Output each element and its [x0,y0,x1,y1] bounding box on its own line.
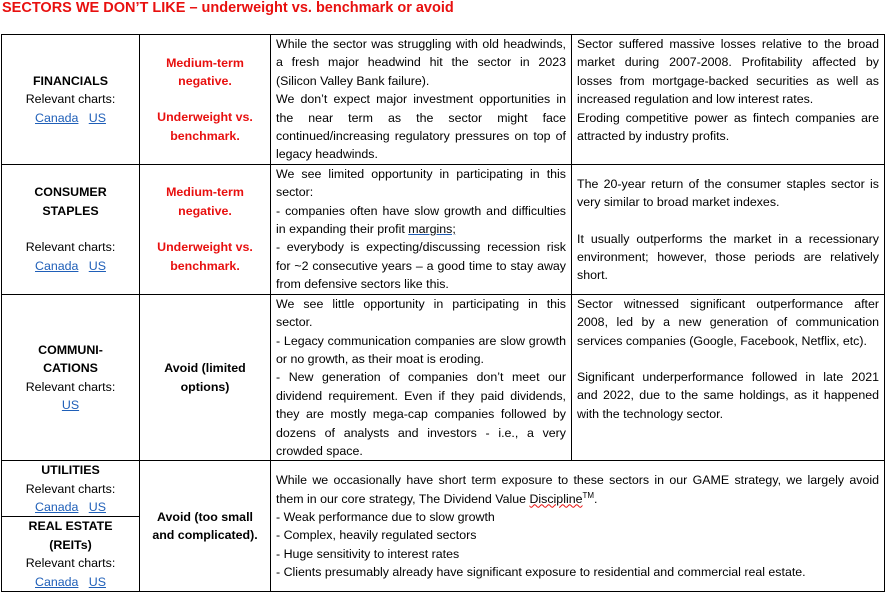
view-paragraph: We don’t expect major investment opportunities in the near term as the sector might face continued/increasing regulatory pressures on top of legacy headwinds. [276,92,566,162]
chart-link-us[interactable]: US [61,397,80,412]
chart-link-canada[interactable]: Canada [35,258,79,273]
chart-link-us[interactable]: US [88,500,106,515]
relevant-charts-label: Relevant charts: [25,481,116,496]
chart-link-us[interactable]: US [88,574,106,589]
sector-name: COMMUNI- [38,342,103,357]
view-cell-utilities-real-estate [271,461,885,592]
relevant-charts-label: Relevant charts: [25,240,116,255]
stance-cell-financials [140,35,271,165]
history-cell-consumer-staples [572,164,885,294]
relevant-charts-label: Relevant charts: [25,379,116,394]
sector-name: (REITs) [49,537,92,552]
sector-cell-utilities-real-estate [2,461,140,592]
page-title: SECTORS WE DON’T LIKE – underweight vs. benchmark or avoid [2,0,454,16]
history-paragraph: Eroding competitive power as fintech companies are attracted by industry profits. [577,110,879,144]
sectors-table [1,34,885,592]
view-bullet: - New generation of companies don’t meet our dividend requirement. Even if they paid dividends, they are mostly mega-cap companies followed by dozens of analysts and investors - i.e., a very crowded space. [276,370,566,458]
sector-cell-communications [2,294,140,461]
view-paragraph: While the sector was struggling with old headwinds, a fresh major headwind hit the sector in 2023 (Silicon Valley Bank failure). [276,37,566,88]
table-row-utilities-real-estate [2,461,885,592]
table-row-communications [2,294,885,461]
spellcheck-word: Discipline [529,491,583,506]
sector-name: UTILITIES [41,463,100,478]
view-bullet: - Complex, heavily regulated sectors [276,528,477,543]
view-cell-communications [271,294,572,461]
sector-name: FINANCIALS [32,73,109,88]
history-paragraph: Significant underperformance followed in late 2021 and 2022, due to the same holdings, as it happened with the technology sector. [577,369,879,421]
stance-cell-utilities-real-estate [140,461,271,592]
history-paragraph: Sector suffered massive losses relative to the broad market during 2007-2008. Profitability affected by losses from mortgage-backed securities as well as increased regulation and low interest rates. [577,37,879,107]
view-bullet: - everybody is expecting/discussing recession risk for ~2 consecutive years – a good time to stay away from defensive sectors like this. [276,240,566,292]
sector-cell-consumer-staples [2,164,140,294]
sector-name: CATIONS [43,361,98,376]
history-cell-financials [572,35,885,165]
view-bullet: - Weak performance due to slow growth [276,509,495,524]
relevant-charts-label: Relevant charts: [25,556,116,571]
stance-secondary: Underweight vs. benchmark. [157,110,253,143]
stance-primary: Medium-term negative. [166,185,244,218]
stance-cell-consumer-staples [140,164,271,294]
view-paragraph: While we occasionally have short term exposure to these sectors in our GAME strategy, we largely avoid them in our core strategy, The Dividend Value Discipline™. [276,473,879,506]
view-bullet: - Huge sensitivity to interest rates [276,546,460,561]
view-cell-consumer-staples [271,164,572,294]
stance-primary: Avoid (too small and complicated). [152,509,258,543]
chart-link-canada[interactable]: Canada [35,500,79,515]
history-paragraph: Sector witnessed significant outperformance after 2008, led by a new generation of communication services companies (Google, Facebook, Netflix, etc). [577,296,879,348]
chart-link-canada[interactable]: Canada [35,574,79,589]
view-bullet: - Clients presumably already have significant exposure to residential and commercial real estate. [276,565,806,580]
sector-cell-financials [2,35,140,165]
relevant-charts-label: Relevant charts: [25,92,116,107]
sector-name: CONSUMER [34,185,107,200]
history-cell-communications [572,294,885,461]
view-bullet: - Legacy communication companies are slow growth or no growth, as their moat is eroding. [276,333,566,366]
sector-name: STAPLES [42,203,99,218]
stance-primary: Medium-term negative. [166,55,244,89]
sector-divider [2,516,139,591]
trademark-mark: TM [582,490,595,500]
underlined-word: margins; [408,222,456,237]
stance-cell-communications [140,294,271,461]
sector-name: REAL ESTATE [28,519,113,534]
chart-link-canada[interactable]: Canada [35,110,79,125]
view-paragraph: We see little opportunity in participating in this sector. [276,296,566,330]
stance-primary: Avoid (limited options) [164,361,246,394]
chart-link-us[interactable]: US [88,110,106,125]
view-cell-financials [271,35,572,165]
view-bullet: - companies often have slow growth and difficulties in expanding their profit margins; [276,203,566,237]
view-paragraph: We see limited opportunity in participating in this sector: [276,166,566,200]
table-row-financials [2,35,885,165]
history-paragraph: The 20-year return of the consumer staples sector is very similar to broad market indexes. [577,176,879,210]
history-paragraph: It usually outperforms the market in a recessionary environment; however, those periods are relatively short. [577,231,879,283]
stance-secondary: Underweight vs. benchmark. [157,240,253,273]
table-row-consumer-staples [2,164,885,294]
chart-link-us[interactable]: US [88,258,106,273]
